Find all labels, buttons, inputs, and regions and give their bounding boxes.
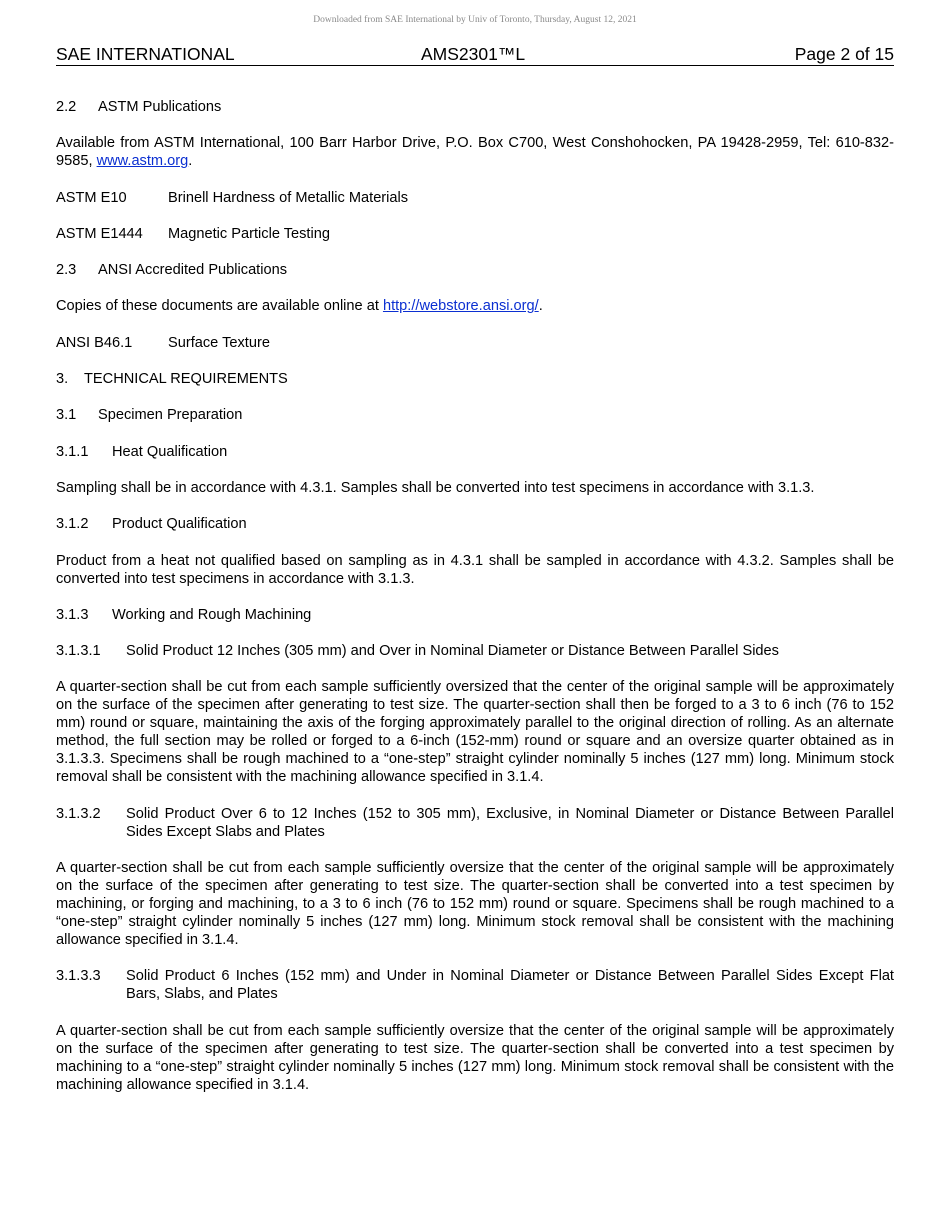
paragraph-text: Copies of these documents are available online at [56,298,383,315]
download-watermark: Downloaded from SAE International by Univ of Toronto, Thursday, August 12, 2021 [313,15,637,25]
section-title: Working and Rough Machining [112,606,312,623]
section-heading [56,805,894,841]
section-number: 2.2 [56,99,77,115]
section-number: 3.1.3.3 [56,968,101,985]
publisher-name: SAE INTERNATIONAL [56,44,235,64]
section-number: 3.1.3 [56,606,89,623]
section-title: Product Qualification [112,516,247,533]
section-body: A quarter-section shall be cut from each sample sufficiently oversize that the center of the original sample will be approximately on the surface of the specimen after generating to test size. The quarter-section shall be converted into a test specimen by machining, or forging and machining, to a 3 to 6 inch (76 to 152 mm) round or square. Specimens shall be rough machined to a “one-step” straight cylinder nominally 5 inches (127 mm) long. Minimum stock removal shall be consistent with the machining allowance specified in 3.1.4. [56,860,894,949]
page-header [56,44,894,66]
section-body: A quarter-section shall be cut from each sample sufficiently oversized that the center of the original sample will be approximately on the surface of the specimen after generating to test size. The quarter-section shall then be forged to a 3 to 6 inch (76 to 152 mm) round or square, maintaining the axis of the forging approximately parallel to the original direction of rolling. As an alternate method, the full section may be rolled or forged to a 6-inch (152-mm) round or square and an oversize quarter obtained as in 3.1.3.3. Specimens shall be rough machined to a “one-step” straight cylinder nominally 5 inches (127 mm) long. Minimum stock removal shall be consistent with the machining allowance specified in 3.1.4. [56,679,894,786]
reference-title: Surface Texture [168,334,270,351]
section-number: 3.1.3.2 [56,805,101,822]
section-body: A quarter-section shall be cut from each sample sufficiently oversize that the center of the original sample will be approximately on the surface of the specimen after generating to test size. The quarter-section shall be converted into a test specimen by machining to a “one-step” straight cylinder nominally 5 inches (127 mm) long. Minimum stock removal shall be consistent with the machining allowance specified in 3.1.4. [56,1022,894,1093]
section-number: 3.1.3.1 [56,643,101,660]
section-title: Solid Product 6 Inches (152 mm) and Under in Nominal Diameter or Distance Between Parallel Sides Except Flat Bars, Slabs, and Plates [126,968,894,1003]
reference-entry [56,189,894,207]
section-title: ANSI Accredited Publications [98,262,288,279]
document-number: AMS2301™L [421,44,526,64]
astm-availability-paragraph [56,134,894,170]
section-body: Product from a heat not qualified based on sampling as in 4.3.1 shall be sampled in accordance with 4.3.2. Samples shall be converted into test specimens in accordance with 3.1.3. [56,552,894,587]
section-heading [56,606,894,624]
paragraph-end: . [188,153,193,170]
section-number: 3.1.2 [56,516,89,533]
section-heading [56,406,894,424]
section-title: Solid Product 12 Inches (305 mm) and Over in Nominal Diameter or Distance Between Parallel Sides [126,643,779,660]
section-title: Heat Qualification [112,443,228,460]
section-title: Specimen Preparation [98,407,243,424]
reference-entry [56,225,894,243]
reference-title: Brinell Hardness of Metallic Materials [168,189,409,206]
reference-title: Magnetic Particle Testing [168,225,330,242]
section-heading [56,443,894,461]
section-heading [56,261,894,279]
reference-code: ASTM E1444 [56,225,143,242]
page-number: Page 2 of 15 [794,44,894,64]
section-title: TECHNICAL REQUIREMENTS [84,371,288,388]
section-number: 2.3 [56,262,77,279]
paragraph-text: Available from ASTM International, 100 Barr Harbor Drive, P.O. Box C700, West Conshohocken, PA 19428-2959, Tel: 610-832-9585, [56,135,894,170]
section-heading [56,98,894,116]
paragraph-end: . [538,298,543,315]
section-number: 3.1 [56,407,77,424]
section-title: Solid Product Over 6 to 12 Inches (152 to 305 mm), Exclusive, in Nominal Diameter or Distance Between Parallel Sides Except Slabs and Plates [126,805,894,840]
section-heading [56,515,894,533]
astm-website-link[interactable]: www.astm.org [96,153,189,170]
section-heading [56,967,894,1003]
section-heading [56,642,894,660]
reference-entry [56,334,894,352]
reference-code: ASTM E10 [56,189,127,206]
document-body [56,98,894,1112]
section-number: 3. [56,371,69,388]
ansi-webstore-link[interactable]: http://webstore.ansi.org/ [382,298,539,315]
section-number: 3.1.1 [56,443,89,460]
section-body: Sampling shall be in accordance with 4.3.1. Samples shall be converted into test specimens in accordance with 3.1.3. [56,479,815,496]
ansi-availability-paragraph [56,297,894,315]
section-heading [56,370,894,388]
section-title: ASTM Publications [98,99,222,115]
reference-code: ANSI B46.1 [56,334,133,351]
